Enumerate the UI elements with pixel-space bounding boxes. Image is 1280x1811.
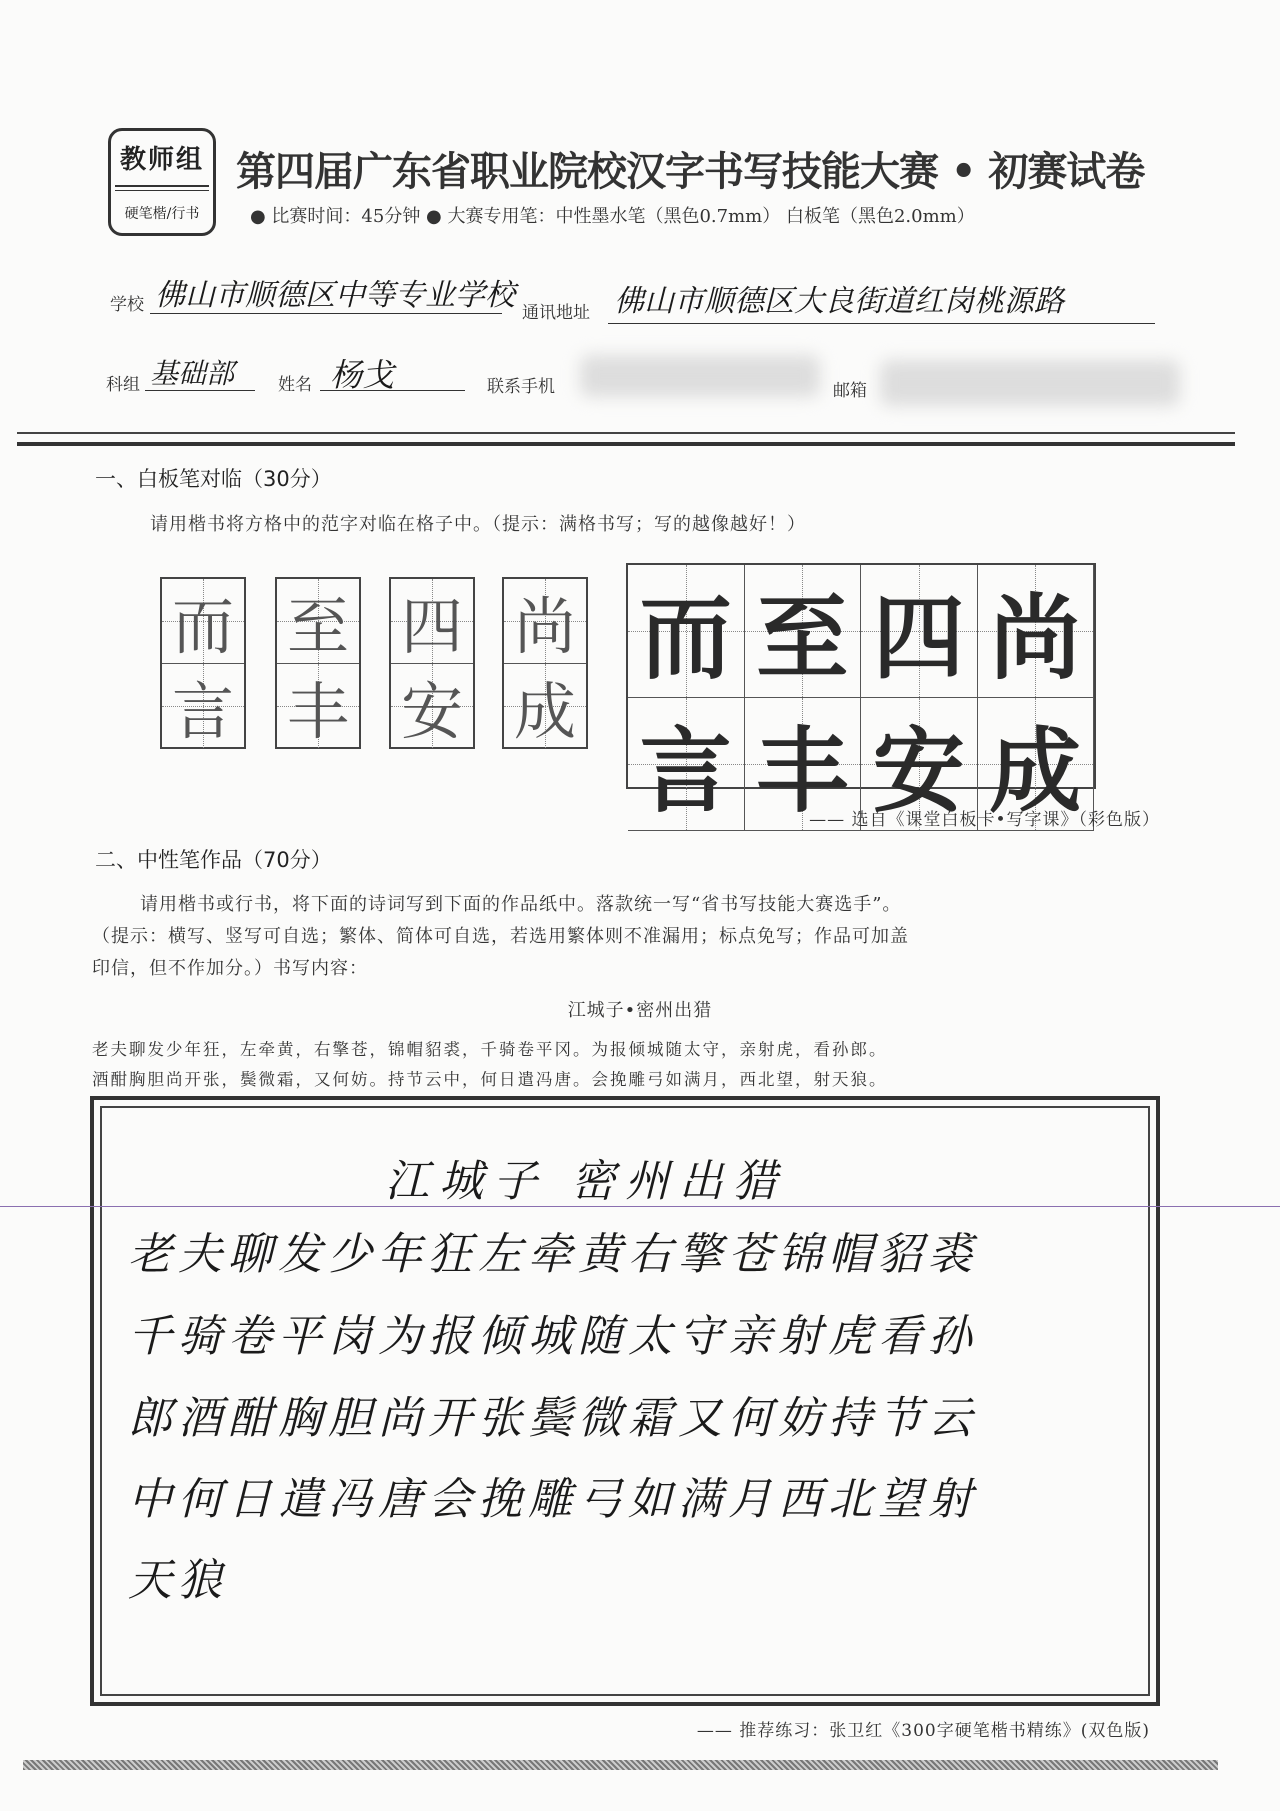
- exam-info: ● 比赛时间：45分钟 ● 大赛专用笔：中性墨水笔（黑色0.7mm） 白板笔（黑色2.0mm）: [250, 206, 975, 227]
- copy-cell: 而: [162, 579, 244, 664]
- badge-category: 硬笔楷/行书: [124, 206, 200, 222]
- copy-cell: 丰: [277, 664, 359, 748]
- section1-instruction: 请用楷书将方格中的范字对临在格子中。（提示：满格书写；写的越像越好！）: [150, 514, 806, 535]
- section2-heading: 二、中性笔作品（70分）: [95, 848, 332, 872]
- section1-caption: —— 选自《课堂白板卡•写字课》（彩色版）: [809, 810, 1160, 830]
- poem-line-1: 老夫聊发少年狂，左牵黄，右擎苍，锦帽貂裘，千骑卷平冈。为报倾城随太守，亲射虎，看孙郎。: [92, 1040, 888, 1059]
- work-title: 江城子 密州出猎: [385, 1156, 787, 1207]
- badge-group: 教师组: [119, 145, 204, 175]
- copy-box-2: [275, 577, 361, 749]
- dept-label: 科组: [106, 375, 140, 395]
- model-cell: 丰: [745, 698, 862, 831]
- work-line-1: 老夫聊发少年狂左牵黄右擎苍锦帽貂裘: [128, 1229, 978, 1280]
- phone-redacted[interactable]: [580, 355, 820, 397]
- copy-cell: 四: [391, 579, 473, 664]
- model-cell: 安: [861, 698, 978, 831]
- page-title: 第四届广东省职业院校汉字书写技能大赛 • 初赛试卷: [236, 149, 1145, 195]
- copy-cell: 至: [277, 579, 359, 664]
- section2-para-2: （提示：横写、竖写可自选；繁体、简体可自选，若选用繁体则不准漏用；标点免写；作品可加盖: [92, 926, 909, 947]
- address-underline: [608, 323, 1155, 324]
- section2-para-1: 请用楷书或行书，将下面的诗词写到下面的作品纸中。落款统一写“省书写技能大赛选手”。: [140, 894, 902, 915]
- school-value[interactable]: 佛山市顺德区中等专业学校: [155, 278, 515, 313]
- phone-label: 联系手机: [487, 377, 555, 397]
- copy-cell: 成: [504, 664, 586, 748]
- copy-box-1: [160, 577, 246, 749]
- model-cell: 成: [978, 698, 1095, 831]
- poem-line-2: 酒酣胸胆尚开张，鬓微霜，又何妨。持节云中，何日遣冯唐。会挽雕弓如满月，西北望，射天狼。: [92, 1070, 888, 1089]
- section2-para-3: 印信，但不作加分。）书写内容：: [92, 958, 368, 979]
- section1-heading: 一、白板笔对临（30分）: [95, 467, 332, 491]
- copy-cell: 尚: [504, 579, 586, 664]
- poem-title: 江城子•密州出猎: [567, 1000, 713, 1021]
- address-label: 通讯地址: [522, 303, 590, 323]
- work-line-5: 天狼: [128, 1555, 228, 1606]
- name-label: 姓名: [278, 375, 312, 395]
- email-redacted[interactable]: [880, 360, 1180, 406]
- badge-divider: [115, 185, 209, 191]
- school-label: 学校: [110, 295, 144, 315]
- copy-box-3: [389, 577, 475, 749]
- footer-hatch-bar: [23, 1760, 1218, 1770]
- copy-box-4: [502, 577, 588, 749]
- scan-artifact-line: [0, 1206, 1280, 1207]
- work-line-4: 中何日遣冯唐会挽雕弓如满月西北望射: [128, 1474, 978, 1525]
- name-value[interactable]: 杨戈: [330, 356, 395, 394]
- work-line-3: 郎酒酣胸胆尚开张鬓微霜又何妨持节云: [128, 1393, 978, 1444]
- model-cell: 四: [861, 565, 978, 698]
- recommend-caption: —— 推荐练习：张卫红《300字硬笔楷书精练》(双色版): [696, 1721, 1150, 1741]
- header-divider: [17, 432, 1235, 446]
- dept-value[interactable]: 基础部: [150, 357, 235, 390]
- copy-cell: 安: [391, 664, 473, 748]
- address-value[interactable]: 佛山市顺德区大良街道红岗桃源路: [614, 284, 1064, 319]
- group-badge: [108, 128, 216, 236]
- work-line-2: 千骑卷平岗为报倾城随太守亲射虎看孙: [128, 1311, 978, 1362]
- model-cell: 而: [628, 565, 745, 698]
- copy-cell: 言: [162, 664, 244, 748]
- model-cell: 至: [745, 565, 862, 698]
- email-label: 邮箱: [833, 381, 867, 401]
- model-cell: 言: [628, 698, 745, 831]
- model-cell: 尚: [978, 565, 1095, 698]
